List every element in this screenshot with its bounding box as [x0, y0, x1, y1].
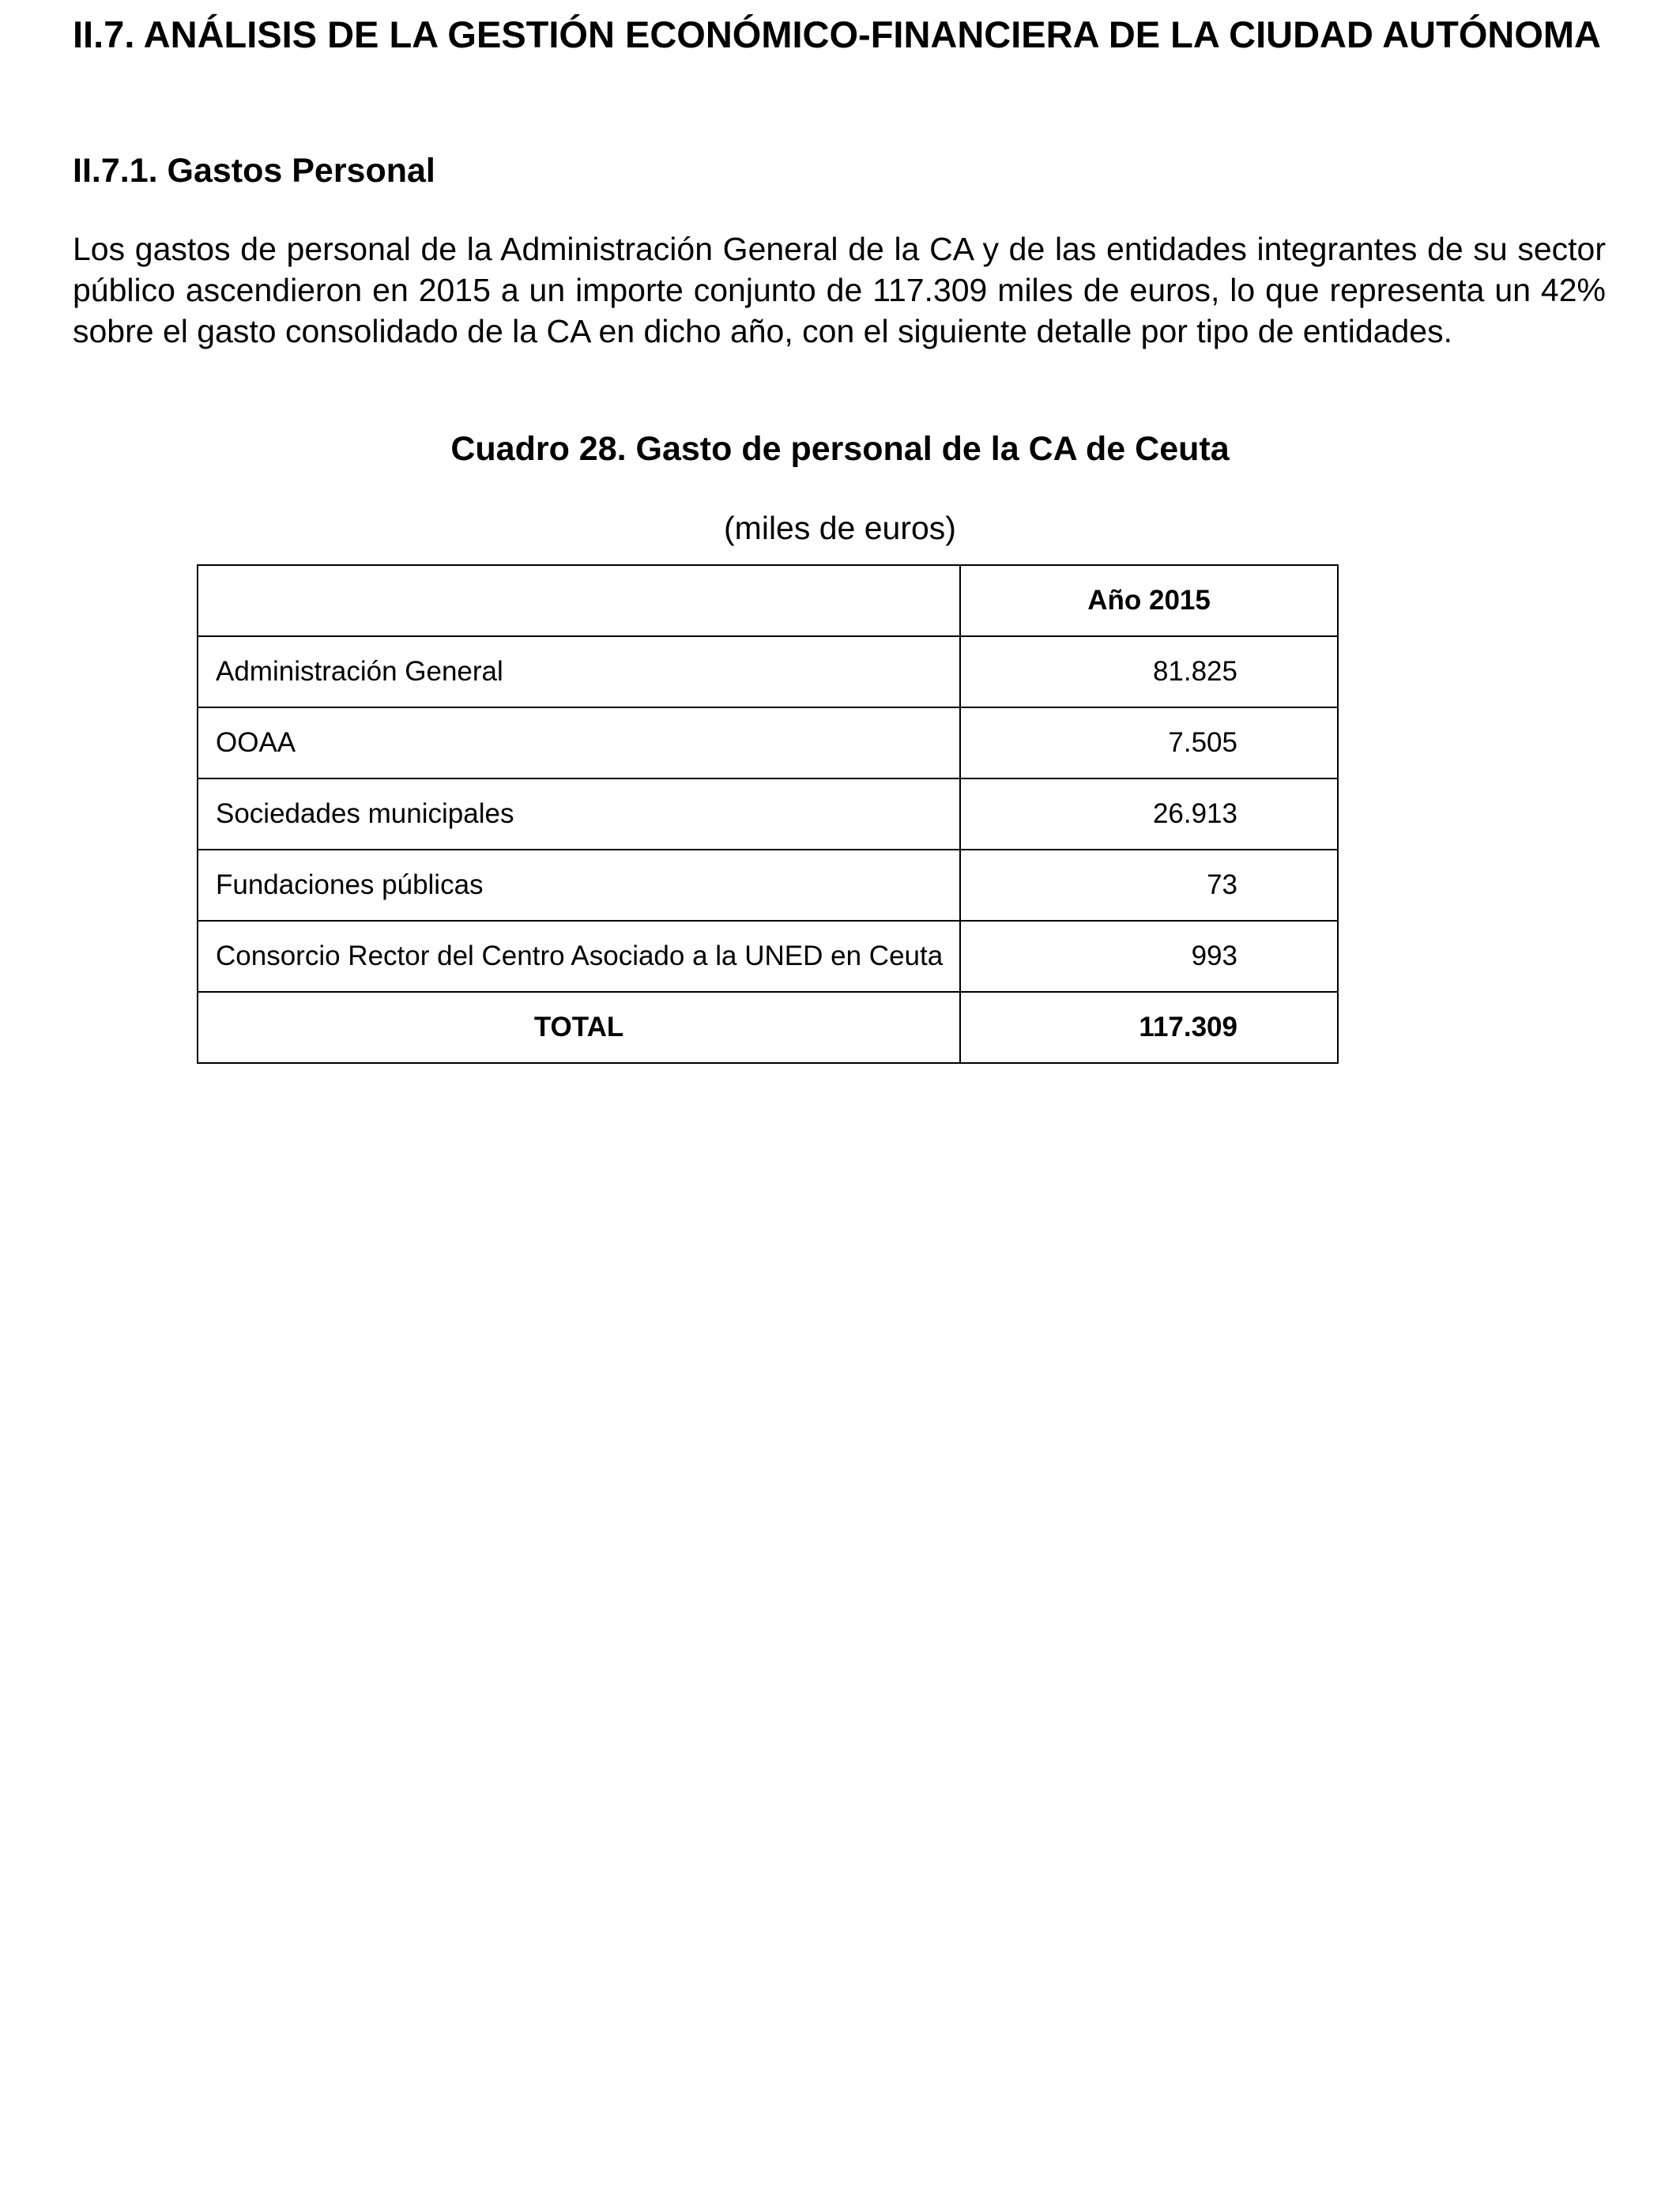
table-total-row	[198, 992, 1338, 1063]
table-caption: Cuadro 28. Gasto de personal de la CA de Ceuta	[450, 430, 1230, 468]
body-paragraph: Los gastos de personal de la Administración General de la CA y de las entidades integrantes de su sector público ascendieron en 2015 a un importe conjunto de 117.309 miles de euros, lo que representa un 42% sobre el gasto consolidado de la CA en dicho año, con el siguiente detalle por tipo de entidades.	[73, 231, 1606, 349]
row-label: Administración General	[198, 636, 960, 707]
total-value: 117.309	[960, 992, 1338, 1063]
table-units: (miles de euros)	[724, 510, 956, 546]
table-row	[198, 707, 1338, 778]
row-value: 26.913	[960, 778, 1338, 850]
total-label: TOTAL	[198, 992, 960, 1063]
row-value: 7.505	[960, 707, 1338, 778]
header-year-cell: Año 2015	[960, 565, 1338, 636]
row-value: 81.825	[960, 636, 1338, 707]
table-row	[198, 636, 1338, 707]
table-row	[198, 778, 1338, 850]
header-label-cell	[198, 565, 960, 636]
table-header-row	[198, 565, 1338, 636]
table-row	[198, 850, 1338, 921]
row-label: Fundaciones públicas	[198, 850, 960, 921]
table-row	[198, 921, 1338, 992]
row-value: 73	[960, 850, 1338, 921]
row-label: OOAA	[198, 707, 960, 778]
row-label: Sociedades municipales	[198, 778, 960, 850]
subsection-heading: II.7.1. Gastos Personal	[73, 152, 435, 190]
row-label: Consorcio Rector del Centro Asociado a la UNED en Ceuta	[198, 921, 960, 992]
section-heading: II.7. ANÁLISIS DE LA GESTIÓN ECONÓMICO-FINANCIERA DE LA CIUDAD AUTÓNOMA	[73, 13, 1601, 55]
personnel-expense-table	[197, 564, 1339, 1064]
row-value: 993	[960, 921, 1338, 992]
